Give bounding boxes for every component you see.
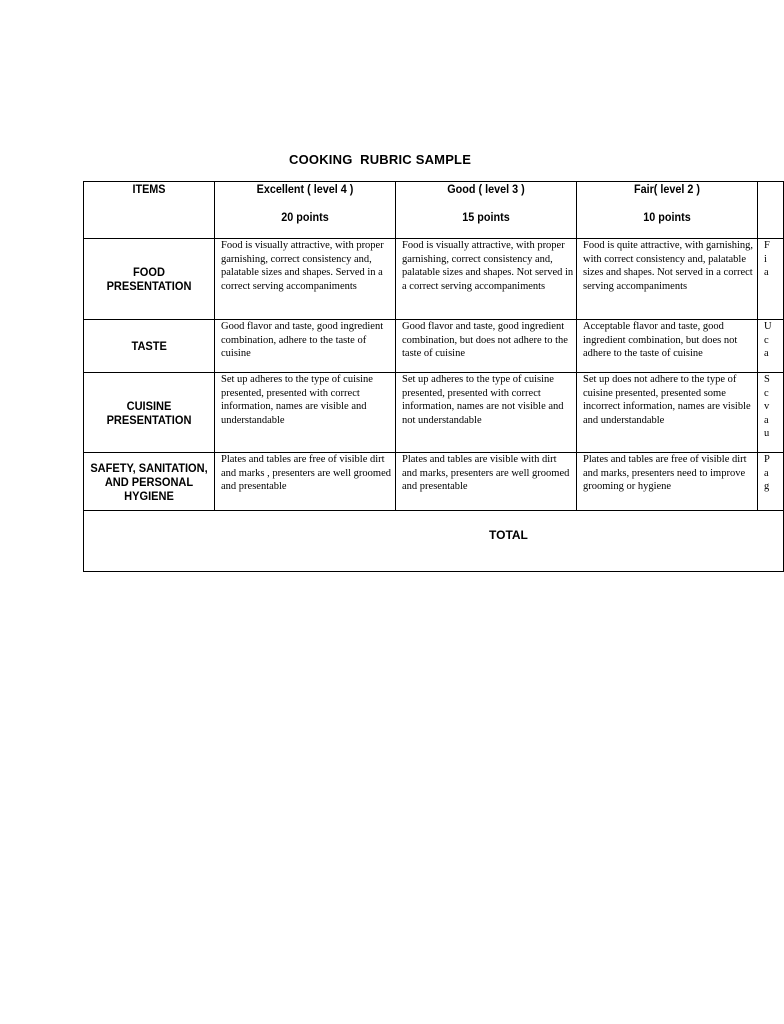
header-excellent-label: Excellent ( level 4 ) [256,182,354,196]
row-item-food-presentation: FOOD PRESENTATION [84,239,215,320]
header-excellent-points: 20 points [281,210,329,224]
row-item-safety-sanitation: SAFETY, SANITATION, AND PERSONAL HYGIENE [84,453,215,511]
row-cut-off-desc: P a g [758,453,784,511]
rubric-table [83,181,784,572]
header-excellent [215,182,396,239]
header-items-label: ITEMS [132,182,166,196]
row-excellent-desc: Good flavor and taste, good ingredient combination, adhere to the taste of cuisine [215,320,396,373]
row-cut-off-desc: S c v a u [758,373,784,453]
row-good-desc: Good flavor and taste, good ingredient combination, but does not adhere to the taste of cuisine [396,320,577,373]
row-good-desc: Plates and tables are visible with dirt and marks, presenters are well groomed and presentable [396,453,577,511]
table-row [84,453,784,511]
row-excellent-desc: Plates and tables are free of visible dirt and marks , presenters are well groomed and presentable [215,453,396,511]
row-excellent-desc: Set up adheres to the type of cuisine presented, presented with correct information, names are visible and understandable [215,373,396,453]
header-cut-off [758,182,784,239]
header-fair [577,182,758,239]
header-fair-points: 10 points [643,210,691,224]
row-fair-desc: Acceptable flavor and taste, good ingredient combination, but does not adhere to the taste of cuisine [577,320,758,373]
row-good-desc: Food is visually attractive, with proper garnishing, correct consistency and, palatable sizes and shapes. Not served in a correct serving accompaniments [396,239,577,320]
header-good-label: Good ( level 3 ) [447,182,525,196]
table-row [84,320,784,373]
row-excellent-desc: Food is visually attractive, with proper garnishing, correct consistency and, palatable sizes and shapes. Served in a correct serving accompaniments [215,239,396,320]
row-fair-desc: Plates and tables are free of visible dirt and marks, presenters need to improve grooming or hygiene [577,453,758,511]
row-cut-off-desc: F i a [758,239,784,320]
row-good-desc: Set up adheres to the type of cuisine presented, presented with correct information, names are not visible and not understandable [396,373,577,453]
row-fair-desc: Food is quite attractive, with garnishing, with correct consistency and, palatable sizes and shapes. Not served in a correct serving accompaniments [577,239,758,320]
header-row [84,182,784,239]
header-fair-label: Fair( level 2 ) [633,182,701,196]
row-cut-off-desc: U c a [758,320,784,373]
header-good [396,182,577,239]
row-item-taste: TASTE [84,320,215,373]
row-fair-desc: Set up does not adhere to the type of cuisine presented, presented some incorrect information, names are visible and understandable [577,373,758,453]
header-good-points: 15 points [462,210,510,224]
total-row [84,511,784,572]
table-row [84,373,784,453]
header-items [84,182,215,239]
rubric-title: COOKING RUBRIC SAMPLE [289,152,472,167]
total-cell [84,511,784,572]
table-row [84,239,784,320]
total-label: TOTAL [489,528,528,542]
row-item-cuisine-presentation: CUISINE PRESENTATION [84,373,215,453]
